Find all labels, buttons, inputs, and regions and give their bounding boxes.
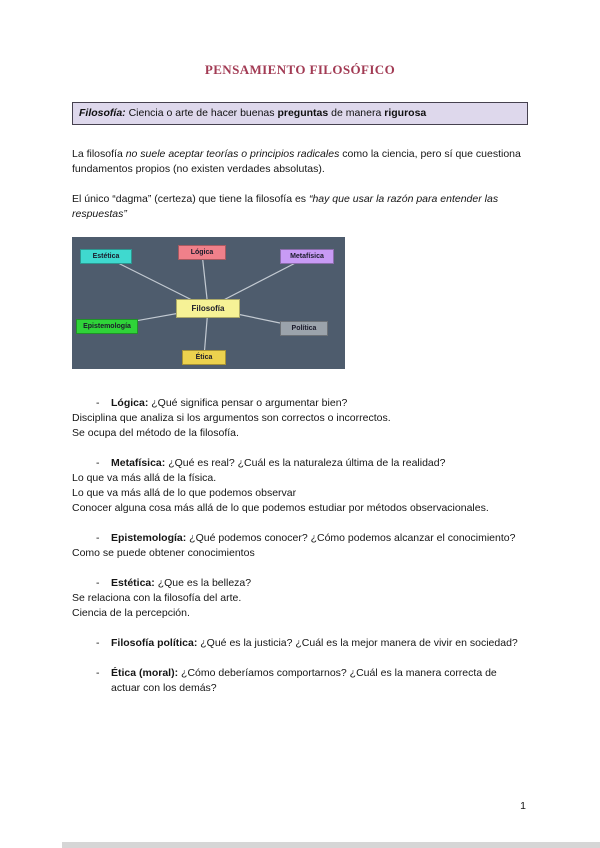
bullet-item: [72, 666, 528, 696]
bullet-dash: -: [96, 637, 100, 649]
term-label: Filosofía política:: [111, 637, 198, 649]
detail-line: Se ocupa del método de la filosofía.: [72, 427, 239, 439]
definition-text: de manera: [328, 107, 385, 119]
term-label: Lógica:: [111, 397, 149, 409]
bullet-dash: -: [96, 667, 100, 679]
term-question: ¿Qué significa pensar o argumentar bien?: [148, 397, 348, 409]
section-logica: [72, 396, 528, 441]
section-metafisica: [72, 456, 528, 516]
term-question: ¿Qué es real? ¿Cuál es la naturaleza última de la realidad?: [165, 457, 446, 469]
paragraph-italic-text: “hay que usar la razón para entender las respuestas”: [72, 193, 499, 220]
bullet-item: [72, 456, 528, 471]
diagram-node-logica: Lógica: [178, 245, 226, 260]
term-question: ¿Qué es la justicia? ¿Cuál es la mejor manera de vivir en sociedad?: [197, 637, 518, 649]
term-question: ¿Cómo deberíamos comportarnos? ¿Cuál es la manera correcta de actuar con los demás?: [111, 667, 497, 694]
bullet-text: [111, 396, 528, 411]
bullet-dash: -: [96, 457, 100, 469]
term-label: Estética:: [111, 577, 155, 589]
paragraph-italic-text: no suele aceptar teorías o principios radicales: [125, 148, 340, 160]
bullet-dash: -: [96, 577, 100, 589]
diagram-node-estetica: Estética: [80, 249, 132, 264]
definition-emphasis: rigurosa: [384, 107, 427, 119]
diagram-node-epistemologia: Epistemología: [76, 319, 138, 334]
bullet-text: [111, 636, 528, 651]
bullet-text: [111, 666, 528, 696]
paragraph-text: La filosofía: [72, 148, 126, 160]
page-number: 1: [520, 800, 526, 812]
bullet-text: [111, 531, 528, 546]
detail-line: Lo que va más allá de lo que podemos observar: [72, 487, 297, 499]
bullet-text: [111, 456, 528, 471]
section-epistemologia: [72, 531, 528, 561]
detail-line: Ciencia de la percepción.: [72, 607, 190, 619]
intro-paragraph-1: [72, 147, 528, 177]
horizontal-scrollbar[interactable]: [62, 842, 600, 848]
definition-term: Filosofía:: [79, 107, 126, 119]
definition-box: [72, 102, 528, 125]
bullet-item: [72, 396, 528, 411]
bullet-text: [111, 576, 528, 591]
detail-line: Lo que va más allá de la física.: [72, 472, 217, 484]
page-title: PENSAMIENTO FILOSÓFICO: [204, 62, 396, 77]
paragraph-text: El único “dagma” (certeza) que tiene la filosofía es: [72, 193, 309, 205]
paragraph-text: como la ciencia, pero sí que cuestiona fundamentos propios (no existen verdades absolutas).: [72, 148, 521, 175]
section-etica-moral: [72, 666, 528, 696]
diagram-node-etica: Ética: [182, 350, 226, 365]
term-label: Ética (moral):: [111, 667, 179, 679]
term-question: ¿Que es la belleza?: [154, 577, 252, 589]
term-label: Epistemología:: [111, 532, 187, 544]
diagram-node-politica: Política: [280, 321, 328, 336]
section-filosofia-politica: [72, 636, 528, 651]
detail-line: Se relaciona con la filosofía del arte.: [72, 592, 242, 604]
philosophy-branches-diagram: [72, 237, 345, 369]
term-label: Metafísica:: [111, 457, 166, 469]
bullet-dash: -: [96, 397, 100, 409]
bullet-item: [72, 636, 528, 651]
intro-paragraph-2: [72, 192, 528, 222]
bullet-item: [72, 531, 528, 546]
diagram-node-metafisica: Metafísica: [280, 249, 334, 264]
section-estetica: [72, 576, 528, 621]
detail-line: Como se puede obtener conocimientos: [72, 547, 255, 559]
diagram-node-filosofia: Filosofía: [176, 299, 240, 318]
detail-line: Conocer alguna cosa más allá de lo que podemos estudiar por métodos observacionales.: [72, 502, 489, 514]
definition-text: Ciencia o arte de hacer buenas: [125, 107, 278, 119]
detail-line: Disciplina que analiza si los argumentos son correctos o incorrectos.: [72, 412, 391, 424]
bullet-item: [72, 576, 528, 591]
bullet-dash: -: [96, 532, 100, 544]
definition-emphasis: preguntas: [277, 107, 329, 119]
term-question: ¿Qué podemos conocer? ¿Cómo podemos alcanzar el conocimiento?: [186, 532, 516, 544]
